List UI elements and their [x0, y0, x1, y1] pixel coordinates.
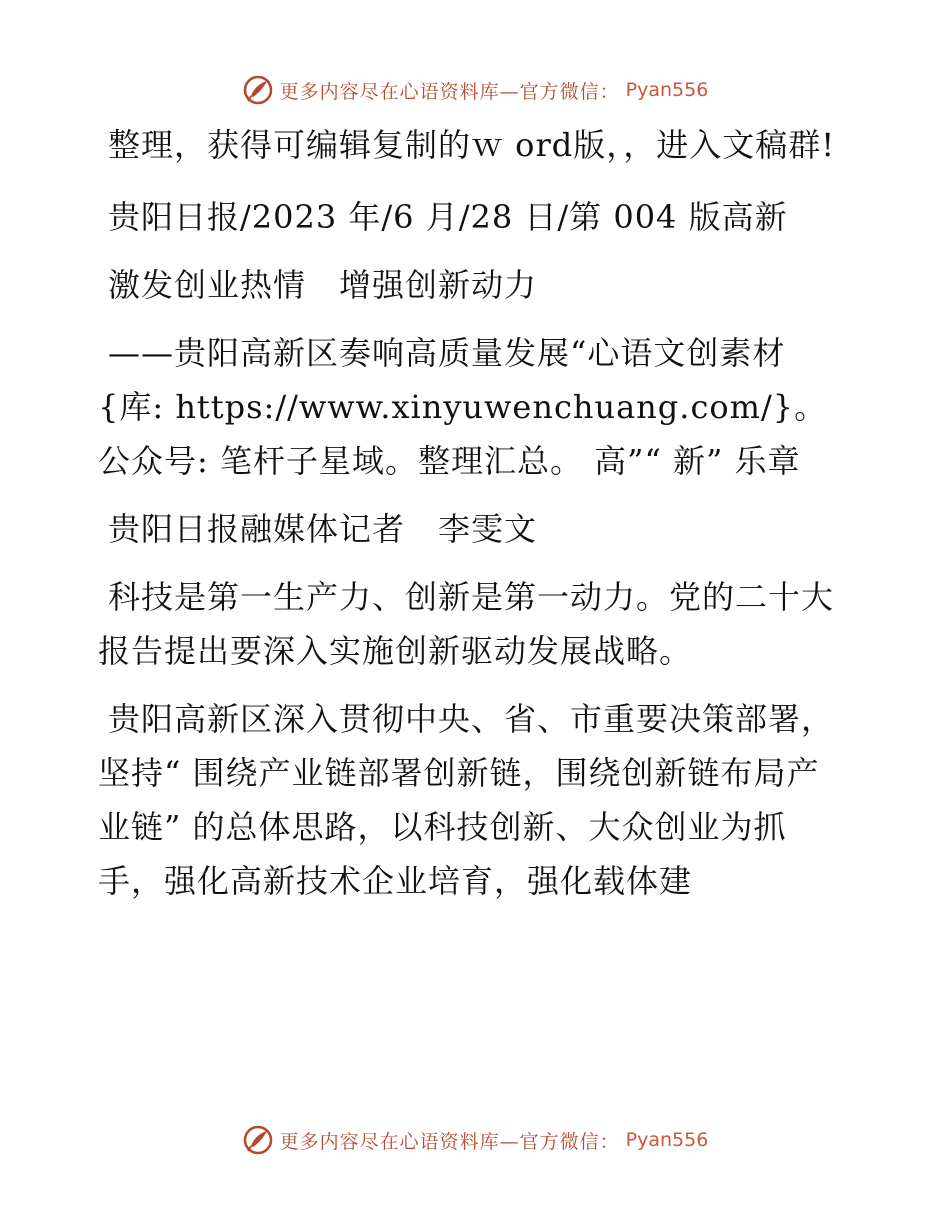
paragraph-body-1: 科技是第一生产力、创新是第一动力。党的二十大报告提出要深入实施创新驱动发展战略。	[98, 578, 835, 670]
article-title: 激发创业热情 增强创新动力	[108, 266, 538, 304]
banner-contact: Pyan556	[625, 79, 709, 101]
quill-pen-logo-icon	[242, 1124, 274, 1156]
quill-pen-logo-icon	[242, 74, 274, 106]
banner-text: 更多内容尽在心语资料库—官方微信：	[279, 1130, 620, 1153]
paragraph-body-2: 贵阳高新区深入贯彻中央、省、市重要决策部署，坚持“ 围绕产业链部署创新链，围绕创新链布局产业链” 的总体思路，以科技创新、大众创业为抓手，强化高新技术企业培育，强化载体建	[98, 700, 835, 900]
banner-text: 更多内容尽在心语资料库—官方微信：	[279, 80, 620, 103]
banner-contact: Pyan556	[625, 1129, 709, 1151]
source-line: 贵阳日报/2023 年/6 月/28 日/第 004 版高新	[108, 198, 788, 236]
byline: 贵阳日报融媒体记者 李雯文	[108, 510, 538, 548]
document-body	[98, 118, 838, 908]
footer-watermark-banner	[0, 1120, 950, 1160]
header-watermark-banner	[0, 70, 950, 110]
article-subtitle: ——贵阳高新区奏响高质量发展“心语文创素材{库: https://www.xinyuwenchuang.com/}。公众号: 笔杆子星域。整理汇总。 高”“ 新” 乐章	[98, 334, 828, 480]
paragraph-intro: 整理，获得可编辑复制的ｗ ord版，，进入文稿群!	[108, 126, 836, 164]
